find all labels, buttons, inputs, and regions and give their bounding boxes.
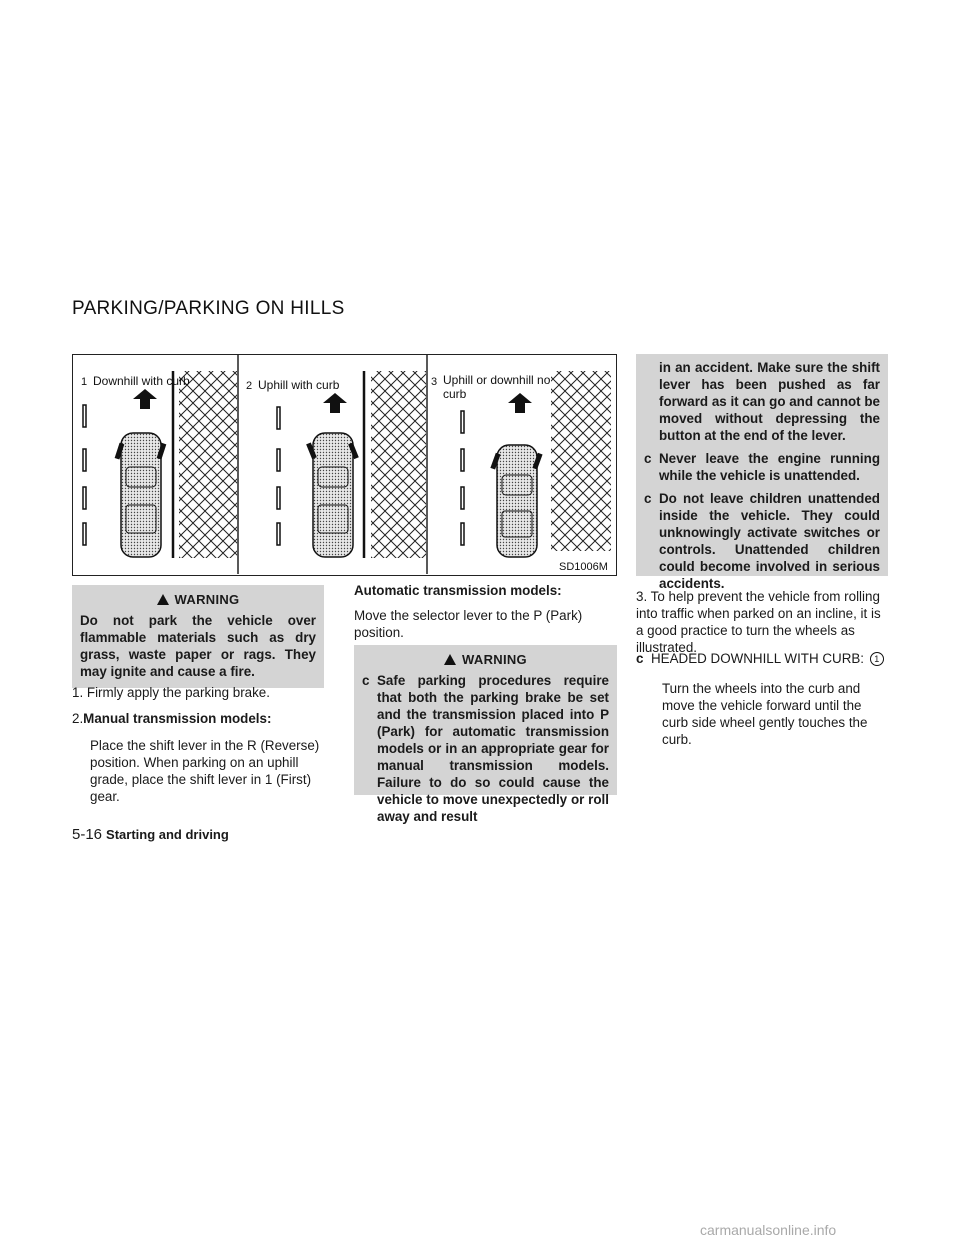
bullet-icon: c <box>636 651 644 666</box>
car-icon-1 <box>115 433 167 557</box>
page-footer <box>72 826 229 843</box>
circle-num-3: 3 <box>431 376 438 388</box>
warning-heading: WARNING <box>72 585 324 612</box>
figure-label-2: Uphill with curb <box>258 378 340 392</box>
bullet-icon: c <box>644 491 652 506</box>
circle-number-icon: 1 <box>870 652 884 666</box>
curb-hatch-2 <box>371 371 426 558</box>
figure-label-1: Downhill with curb <box>93 374 190 388</box>
road-hatch-3 <box>551 371 611 551</box>
parking-diagram <box>73 355 615 574</box>
step-2-text: Place the shift lever in the R (Reverse) position. When parking on an uphill grade, place the shift lever in 1 (First) gear. <box>90 738 320 804</box>
warning-triangle-icon <box>157 594 169 605</box>
step-3: 3. To help prevent the vehicle from rolling into traffic when parked on an incline, it is a good practice to turn the wheels as illustrated. <box>636 589 881 655</box>
downhill-curb-heading: HEADED DOWNHILL WITH CURB: <box>651 651 865 666</box>
step-2 <box>72 710 324 727</box>
downhill-curb-text: Turn the wheels into the curb and move the vehicle forward until the curb side wheel gently touches the curb. <box>662 681 868 747</box>
circle-num-2: 2 <box>246 380 253 392</box>
automatic-text: Move the selector lever to the P (Park) position. <box>354 608 583 640</box>
warning-heading: WARNING <box>354 645 617 672</box>
step-2-number: 2. <box>72 711 84 726</box>
figure-label-3: Uphill or downhill no curb <box>443 373 551 401</box>
car-icon-2 <box>306 433 359 557</box>
step-1: 1. Firmly apply the parking brake. <box>72 685 270 700</box>
bullet-icon: c <box>644 451 652 466</box>
footer-section: Starting and driving <box>106 827 229 842</box>
step-2-heading: Manual transmission models: <box>83 711 272 726</box>
lane-marks-3 <box>461 411 464 545</box>
warning-box-flammable <box>72 585 324 688</box>
parking-illustration <box>72 354 617 576</box>
lane-marks-1 <box>83 405 86 545</box>
automatic-heading: Automatic transmission models: <box>354 583 562 598</box>
warning-continued-text: in an accident. Make sure the shift lever has been pushed as far forward as it can go and cannot be moved without depressing the button at the end of the lever. <box>659 360 880 443</box>
warning-bullet-1: c Safe parking procedures require that both the parking brake be set and the transmission placed into P (Park) for automatic transmission models or in an appropriate gear for manual transmission models. Failure to do so could cause the vehicle to move unexpectedly or roll away and result <box>362 673 609 824</box>
page-number: 5-16 <box>72 826 103 843</box>
warning-triangle-icon <box>444 654 456 665</box>
warning-box-continued <box>636 354 888 591</box>
lane-marks-2 <box>277 407 280 545</box>
arrow-icon-2 <box>323 393 347 413</box>
warning-bullet-3: c Do not leave children unattended inside the vehicle. They could unknowingly activate switches or controls. Unattended children could become involved in serious accidents. <box>644 491 880 591</box>
car-icon-3 <box>490 445 542 557</box>
circle-num-1: 1 <box>81 376 88 388</box>
section-title: PARKING/PARKING ON HILLS <box>72 298 345 319</box>
warning-box-parking <box>354 645 617 824</box>
downhill-curb-bullet <box>636 650 888 667</box>
watermark: carmanualsonline.info <box>700 1222 837 1238</box>
figure-code: SD1006M <box>559 561 608 573</box>
curb-hatch-1 <box>179 371 237 558</box>
arrow-icon-1 <box>133 389 157 409</box>
warning-text: Do not park the vehicle over flammable materials such as dry grass, waste paper or rags. They may ignite and cause a fire. <box>80 613 316 679</box>
bullet-icon: c <box>362 673 370 688</box>
warning-bullet-2: c Never leave the engine running while the vehicle is unattended. <box>644 451 880 483</box>
